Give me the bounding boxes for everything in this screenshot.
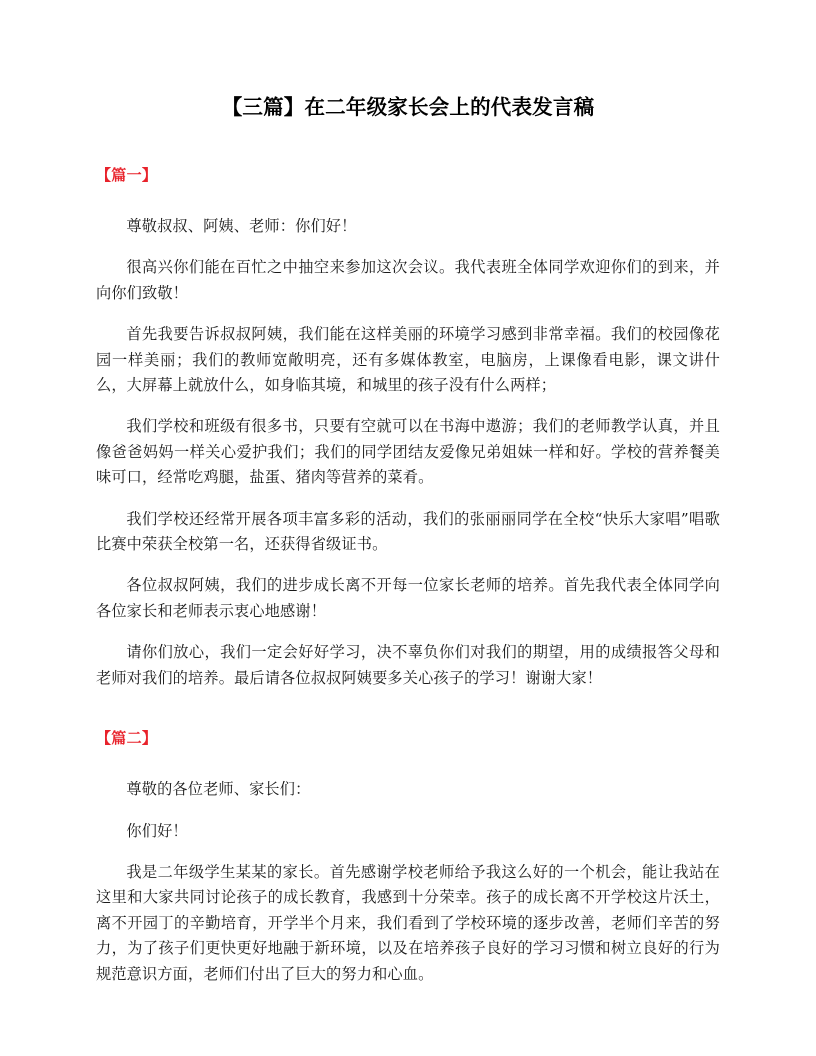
document-body — [96, 0, 720, 987]
paragraph: 尊敬的各位老师、家长们： — [126, 780, 311, 799]
paragraph: 很高兴你们能在百忙之中抽空来参加这次会议。我代表班全体同学欢迎你们的到来，并向你们致敬！ — [96, 258, 720, 302]
spacer — [96, 491, 720, 507]
spacer — [96, 844, 720, 860]
spacer — [96, 624, 720, 640]
page-title: 【三篇】在二年级家长会上的代表发言稿 — [221, 95, 595, 119]
paragraph: 首先我要告诉叔叔阿姨，我们能在这样美丽的环境学习感到非常幸福。我们的校园像花园一样美丽；我们的教师宽敞明亮，还有多媒体教室，电脑房，上课像看电影，课文讲什么，大屏幕上就放什么，如身临其境，和城里的孩子没有什么两样； — [96, 325, 720, 395]
spacer — [96, 749, 720, 777]
spacer — [96, 803, 720, 819]
paragraph: 我是二年级学生某某的家长。首先感谢学校老师给予我这么好的一个机会，能让我站在这里和大家共同讨论孩子的成长教育，我感到十分荣幸。孩子的成长离不开学校这片沃土，离不开园丁的辛勤培育，开学半个月来，我们看到了学校环境的逐步改善，老师们辛苦的努力，为了孩子们更快更好地融于新环境，以及在培养孩子良好的学习习惯和树立良好的行为规范意识方面，老师们付出了巨大的努力和心血。 — [96, 862, 720, 983]
spacer — [96, 239, 720, 255]
section-heading-one: 【篇一】 — [96, 166, 158, 184]
spacer — [96, 398, 720, 414]
spacer — [96, 186, 720, 214]
paragraph: 尊敬叔叔、阿姨、老师：你们好！ — [126, 217, 357, 235]
paragraph: 你们好！ — [126, 821, 188, 840]
paragraph: 我们学校和班级有很多书，只要有空就可以在书海中遨游；我们的老师教学认真，并且像爸爸妈妈一样关心爱护我们；我们的同学团结友爱像兄弟姐妹一样和好。学校的营养餐美味可口，经常吃鸡腿，盐蛋、猪肉等营养的菜肴。 — [96, 417, 720, 487]
spacer — [96, 306, 720, 322]
paragraph: 各位叔叔阿姨，我们的进步成长离不开每一位家长老师的培养。首先我代表全体同学向各位家长和老师表示衷心地感谢！ — [96, 576, 720, 620]
section-heading-two: 【篇二】 — [96, 729, 158, 748]
paragraph: 我们学校还经常开展各项丰富多彩的活动，我们的张丽丽同学在全校“快乐大家唱”唱歌比赛中荣获全校第一名，还获得省级证书。 — [96, 509, 720, 554]
spacer — [96, 691, 720, 727]
paragraph: 请你们放心，我们一定会好好学习，决不辜负你们对我们的期望，用的成绩报答父母和老师对我们的培养。最后请各位叔叔阿姨要多关心孩子的学习！谢谢大家！ — [96, 643, 720, 687]
spacer — [96, 121, 720, 164]
spacer — [96, 557, 720, 573]
